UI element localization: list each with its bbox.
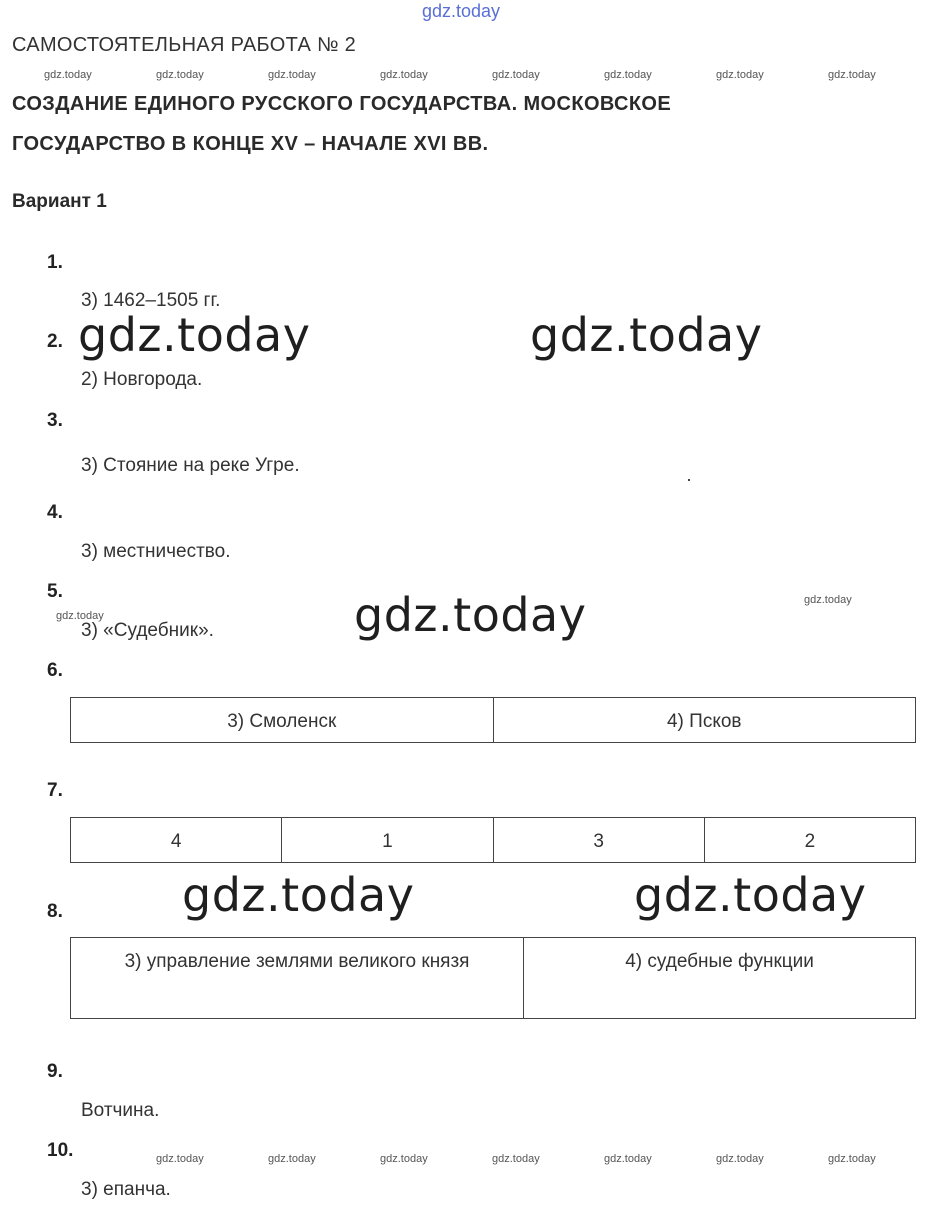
watermark-large: gdz.today [354, 588, 587, 642]
question-number: 2. [47, 331, 63, 352]
table-cell: 3) Смоленск [71, 698, 494, 743]
question-number: 1. [47, 252, 63, 273]
answer-text: Вотчина. [81, 1100, 160, 1121]
variant-label: Вариант 1 [12, 191, 107, 212]
watermark-large: gdz.today [182, 868, 415, 922]
watermark-small: gdz.today [492, 1153, 540, 1165]
question-number: 6. [47, 660, 63, 681]
topic-title-line-2: ГОСУДАРСТВО В КОНЦЕ XV – НАЧАЛЕ XVI ВВ. [12, 133, 489, 155]
watermark-small: gdz.today [268, 69, 316, 81]
watermark-small: gdz.today [56, 610, 104, 622]
answer-text: 3) «Судебник». [81, 620, 214, 641]
answer-table-q6 [70, 697, 916, 743]
table-cell: 2 [704, 818, 915, 863]
question-number: 3. [47, 410, 63, 431]
answer-text: 3) местничество. [81, 541, 231, 562]
table-cell: 3 [493, 818, 704, 863]
question-number: 4. [47, 502, 63, 523]
question-number: 5. [47, 581, 63, 602]
watermark-small: gdz.today [268, 1153, 316, 1165]
watermark-small: gdz.today [604, 69, 652, 81]
table-cell-text: 4) судебные функции [625, 951, 814, 972]
table-cell: 4 [71, 818, 282, 863]
table-cell: 1 [282, 818, 493, 863]
watermark-small: gdz.today [716, 69, 764, 81]
watermark-small: gdz.today [604, 1153, 652, 1165]
work-title: САМОСТОЯТЕЛЬНАЯ РАБОТА № 2 [12, 34, 356, 56]
question-number: 9. [47, 1061, 63, 1082]
watermark-large: gdz.today [634, 868, 867, 922]
stray-dot [688, 479, 690, 481]
watermark-small: gdz.today [804, 594, 852, 606]
answer-table-q8 [70, 937, 916, 1019]
watermark-small: gdz.today [492, 69, 540, 81]
answer-text: 3) Стояние на реке Угре. [81, 455, 300, 476]
watermark-small: gdz.today [156, 69, 204, 81]
watermark-top: gdz.today [422, 1, 501, 21]
answer-text: 2) Новгорода. [81, 369, 203, 390]
watermark-small: gdz.today [828, 69, 876, 81]
watermark-small: gdz.today [44, 69, 92, 81]
watermark-small: gdz.today [828, 1153, 876, 1165]
watermark-small: gdz.today [380, 69, 428, 81]
table-cell-text: 3) управление землями великого князя [124, 951, 470, 972]
table-cell: 4) Псков [493, 698, 916, 743]
question-number: 10. [47, 1140, 74, 1161]
watermark-large: gdz.today [78, 308, 311, 362]
answer-text: 3) 1462–1505 гг. [81, 290, 221, 311]
watermark-small: gdz.today [716, 1153, 764, 1165]
question-number: 7. [47, 780, 63, 801]
watermark-small: gdz.today [156, 1153, 204, 1165]
question-number: 8. [47, 901, 63, 922]
answer-text: 3) епанча. [81, 1179, 171, 1200]
table-cell [524, 938, 916, 1019]
table-cell [71, 938, 524, 1019]
topic-title-line-1: СОЗДАНИЕ ЕДИНОГО РУССКОГО ГОСУДАРСТВА. МОСКОВСКОЕ [12, 93, 672, 115]
watermark-small: gdz.today [380, 1153, 428, 1165]
answer-table-q7 [70, 817, 916, 863]
watermark-large: gdz.today [530, 308, 763, 362]
